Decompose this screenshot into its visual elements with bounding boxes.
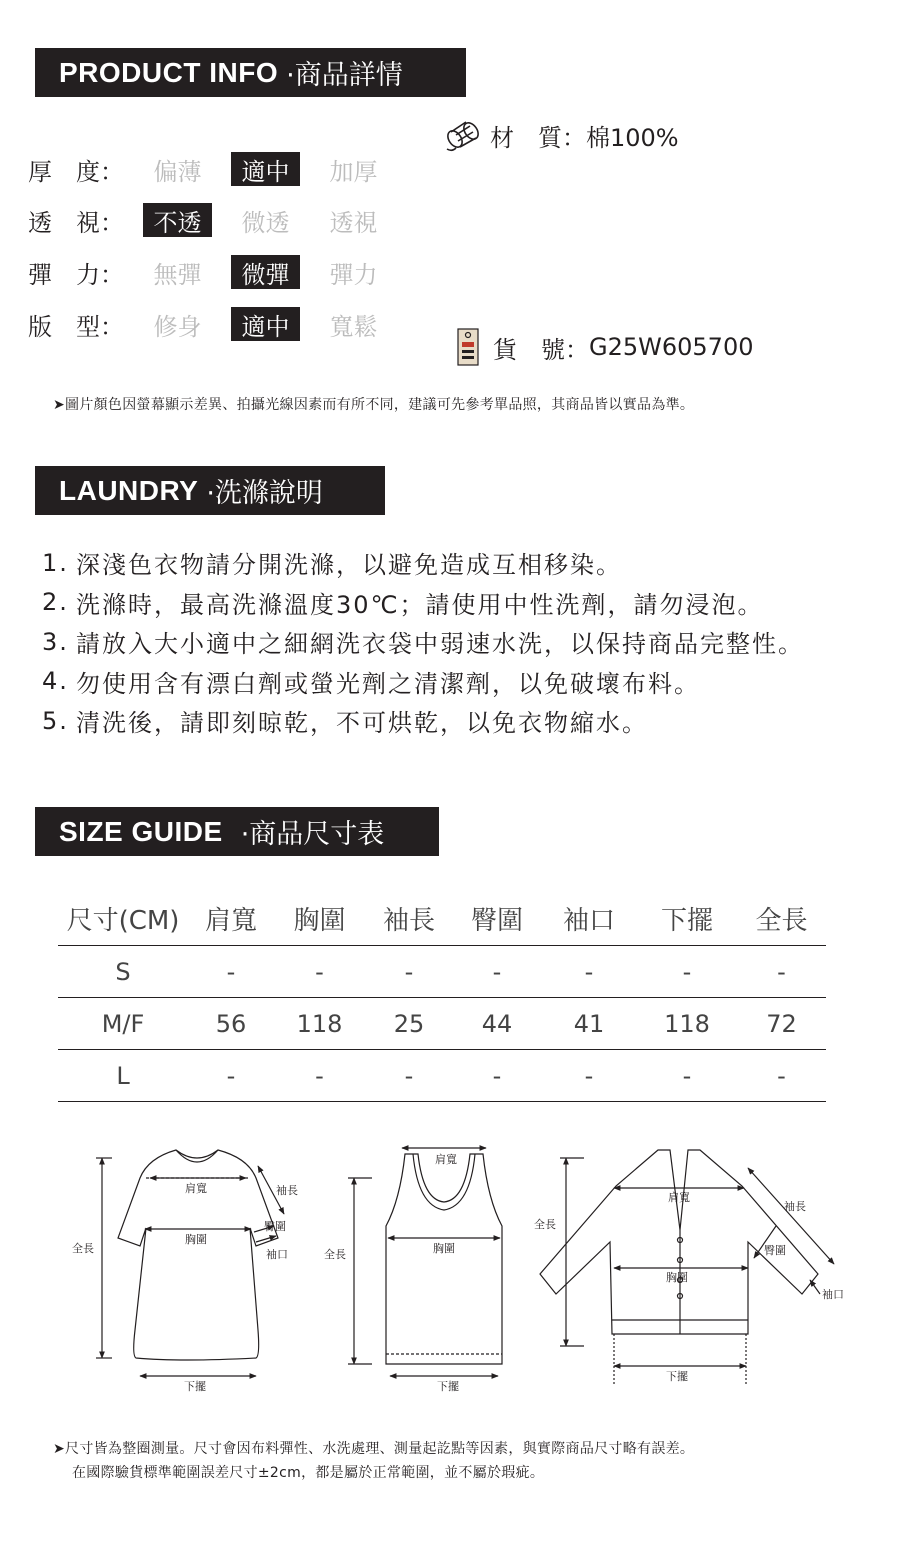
table-cell: -	[541, 946, 637, 998]
attr-row-transparency	[28, 203, 407, 237]
attr-row-fit	[28, 307, 407, 341]
material-info	[444, 118, 679, 153]
diagram-label-length: 全長	[324, 1248, 346, 1261]
laundry-header-zh: ·洗滌說明	[206, 478, 323, 509]
attr-option: 透視	[329, 208, 378, 237]
laundry-header	[35, 466, 385, 515]
size-guide-header	[35, 807, 439, 856]
table-header-cell: 胸圍	[274, 892, 365, 946]
attr-option-selected: 不透	[143, 203, 212, 237]
list-item-number: 3.	[42, 627, 69, 656]
diagram-label-chest: 胸圍	[185, 1233, 207, 1246]
sku-value: G25W605700	[589, 333, 754, 361]
list-item-number: 2.	[42, 588, 69, 617]
diagram-label-chest: 胸圍	[666, 1271, 688, 1284]
table-header-cell: 下擺	[637, 892, 737, 946]
table-row	[58, 998, 826, 1050]
diagram-label-sleeve: 袖長	[784, 1200, 806, 1213]
tank-top-diagram	[348, 1148, 502, 1376]
size-note-line1: ➤尺寸皆為整圈測量。尺寸會因布料彈性、水洗處理、測量起訖點等因素，與實際商品尺寸略有誤差。	[53, 1441, 695, 1457]
table-cell: 41	[541, 998, 637, 1050]
table-cell: -	[737, 1050, 826, 1102]
list-item-text: 勿使用含有漂白劑或螢光劑之清潔劑，以免破壞布料。	[76, 669, 700, 698]
list-item-number: 4.	[42, 667, 69, 696]
table-cell: 118	[637, 998, 737, 1050]
diagram-label-hip: 臀圍	[264, 1220, 286, 1233]
list-item	[42, 662, 804, 702]
size-guide-header-zh: ·商品尺寸表	[240, 819, 385, 850]
table-cell: -	[274, 1050, 365, 1102]
list-item	[42, 622, 804, 662]
table-cell: -	[365, 1050, 453, 1102]
diagram-label-shoulder: 肩寬	[435, 1153, 457, 1166]
cardigan-diagram	[540, 1150, 834, 1386]
attr-option: 寬鬆	[329, 312, 378, 341]
diagram-label-shoulder: 肩寬	[185, 1182, 207, 1195]
material-value: 棉100%	[586, 124, 679, 152]
size-guide-header-en: SIZE GUIDE	[59, 815, 223, 847]
table-cell: S	[58, 946, 188, 998]
table-header-cell: 袖口	[541, 892, 637, 946]
table-header-cell: 肩寬	[188, 892, 274, 946]
diagram-label-hem: 下擺	[184, 1380, 206, 1393]
product-info-header-en: PRODUCT INFO	[59, 56, 279, 88]
material-label: 材 質：	[490, 124, 586, 152]
table-cell: -	[637, 946, 737, 998]
attr-row-thickness	[28, 152, 407, 186]
table-cell: 44	[453, 998, 541, 1050]
table-cell: -	[188, 946, 274, 998]
product-info-header	[35, 48, 466, 97]
list-item-text: 洗滌時，最高洗滌溫度30℃；請使用中性洗劑，請勿浸泡。	[76, 590, 764, 619]
table-row	[58, 1050, 826, 1102]
table-cell: M/F	[58, 998, 188, 1050]
table-cell: 118	[274, 998, 365, 1050]
table-cell: 72	[737, 998, 826, 1050]
attr-option: 修身	[153, 312, 202, 341]
garment-diagrams	[0, 1130, 898, 1400]
list-item-number: 1.	[42, 548, 69, 577]
table-header-cell: 袖長	[365, 892, 453, 946]
attr-option: 彈力	[329, 260, 378, 289]
attr-label: 版 型：	[28, 312, 124, 341]
laundry-header-en: LAUNDRY	[59, 474, 199, 506]
attr-option: 微透	[241, 208, 290, 237]
sku-info	[455, 326, 753, 368]
attr-label: 彈 力：	[28, 260, 124, 289]
diagram-label-cuff: 袖口	[266, 1248, 288, 1261]
table-cell: 56	[188, 998, 274, 1050]
diagram-label-shoulder: 肩寬	[668, 1191, 690, 1204]
product-note: ➤圖片顏色因螢幕顯示差異、拍攝光線因素而有所不同，建議可先參考單品照，其商品皆以實品為準。	[53, 397, 695, 413]
list-item	[42, 583, 804, 623]
thread-spool-icon	[444, 119, 484, 153]
table-cell: -	[188, 1050, 274, 1102]
diagram-label-chest: 胸圍	[433, 1242, 455, 1255]
attr-option: 無彈	[153, 260, 202, 289]
table-cell: 25	[365, 998, 453, 1050]
diagram-label-length: 全長	[534, 1218, 556, 1231]
attr-option-selected: 微彈	[231, 255, 300, 289]
diagram-label-length: 全長	[72, 1242, 94, 1255]
table-row	[58, 946, 826, 998]
attr-label: 透 視：	[28, 208, 124, 237]
table-header-cell: 臀圍	[453, 892, 541, 946]
table-header-row	[58, 892, 826, 946]
table-header-cell: 全長	[737, 892, 826, 946]
table-header-cell: 尺寸(CM)	[58, 892, 188, 946]
laundry-list	[42, 543, 804, 741]
list-item	[42, 701, 804, 741]
attr-option-selected: 適中	[231, 307, 300, 341]
attr-option: 偏薄	[153, 157, 202, 186]
attr-option-selected: 適中	[231, 152, 300, 186]
diagram-label-hem: 下擺	[437, 1380, 459, 1393]
list-item	[42, 543, 804, 583]
table-cell: L	[58, 1050, 188, 1102]
size-table	[58, 892, 826, 1102]
list-item-text: 清洗後，請即刻晾乾，不可烘乾，以免衣物縮水。	[76, 709, 648, 738]
table-cell: -	[637, 1050, 737, 1102]
diagram-label-cuff: 袖口	[822, 1288, 844, 1301]
diagram-label-hem: 下擺	[666, 1370, 688, 1383]
table-cell: -	[365, 946, 453, 998]
list-item-text: 請放入大小適中之細網洗衣袋中弱速水洗，以保持商品完整性。	[76, 630, 804, 659]
table-cell: -	[453, 1050, 541, 1102]
table-cell: -	[453, 946, 541, 998]
attr-row-elasticity	[28, 255, 407, 289]
table-cell: -	[737, 946, 826, 998]
tag-icon	[455, 326, 483, 368]
list-item-text: 深淺色衣物請分開洗滌，以避免造成互相移染。	[76, 551, 622, 580]
table-cell: -	[274, 946, 365, 998]
list-item-number: 5.	[42, 706, 69, 735]
product-info-header-zh: ·商品詳情	[286, 60, 403, 91]
size-note-line2: 在國際驗貨標準範圍誤差尺寸±2cm，都是屬於正常範圍，並不屬於瑕疵。	[72, 1465, 545, 1481]
diagram-label-hip: 臀圍	[764, 1244, 786, 1257]
sku-label: 貨 號：	[493, 335, 589, 364]
attr-label: 厚 度：	[28, 157, 124, 186]
diagram-label-sleeve: 袖長	[276, 1184, 298, 1197]
table-cell: -	[541, 1050, 637, 1102]
attr-option: 加厚	[329, 157, 378, 186]
